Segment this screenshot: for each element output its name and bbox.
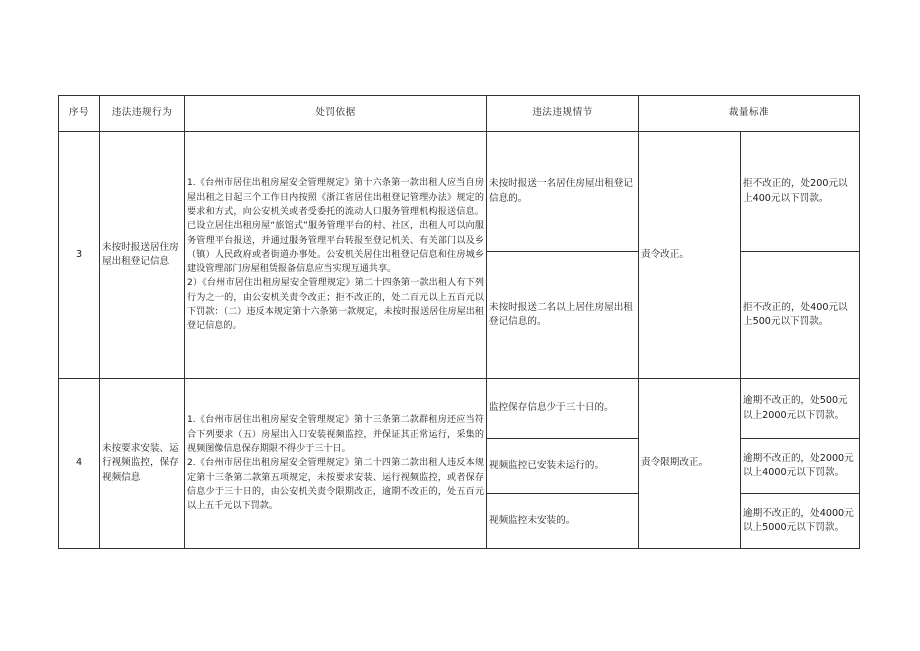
circumstance-cell: 未按时报送一名居住房屋出租登记信息的。 bbox=[487, 132, 639, 252]
header-circumstance: 违法违规情节 bbox=[487, 96, 639, 132]
header-no: 序号 bbox=[59, 96, 100, 132]
basis-clause: 2.《台州市居住出租房屋安全管理规定》第二十四第二款出租人违反本规定第十三条第二款第五项规定，未按要求安装、运行视频监控，或者保存信息少于三十日的，由公安机关责令限期改正，逾期不改正的，处五百元以上五千元以下罚款。 bbox=[187, 458, 484, 512]
table-row bbox=[59, 379, 860, 439]
row-number: 4 bbox=[59, 379, 100, 549]
penalty-basis bbox=[185, 379, 487, 549]
basis-clause: 2）《台州市居住出租房屋安全管理规定》第二十四条第一款出租人有下列行为之一的，由公安机关责令改正；拒不改正的，处二百元以上五百元以下罚款：（二）违反本规定第十六条第一款规定，未按时报送居住房屋出租登记信息的。 bbox=[187, 278, 484, 332]
table-row bbox=[59, 132, 860, 252]
row-number: 3 bbox=[59, 132, 100, 379]
circumstance-cell: 视频监控未安装的。 bbox=[487, 494, 639, 549]
header-row bbox=[59, 96, 860, 132]
penalty-basis bbox=[185, 132, 487, 379]
standard-cell: 逾期不改正的，处500元以上2000元以下罚款。 bbox=[741, 379, 860, 439]
standard-cell: 逾期不改正的，处4000元以上5000元以下罚款。 bbox=[741, 494, 860, 549]
circumstance-cell: 视频监控已安装未运行的。 bbox=[487, 439, 639, 494]
header-standard: 裁量标准 bbox=[639, 96, 860, 132]
circumstance-cell: 未按时报送二名以上居住房屋出租登记信息的。 bbox=[487, 252, 639, 379]
violation-behavior: 未按时报送居住房屋出租登记信息 bbox=[100, 132, 185, 379]
circumstance-cell: 监控保存信息少于三十日的。 bbox=[487, 379, 639, 439]
standard-cell: 逾期不改正的，处2000元以上4000元以下罚款。 bbox=[741, 439, 860, 494]
corrective-measure: 责令改正。 bbox=[639, 132, 741, 379]
corrective-measure: 责令限期改正。 bbox=[639, 379, 741, 549]
standard-cell: 拒不改正的，处400元以上500元以下罚款。 bbox=[741, 252, 860, 379]
header-basis: 处罚依据 bbox=[185, 96, 487, 132]
header-behavior: 违法违规行为 bbox=[100, 96, 185, 132]
basis-clause: 1.《台州市居住出租房屋安全管理规定》第十六条第一款出租人应当自房屋出租之日起三个工作日内按照《浙江省居住出租登记管理办法》规定的要求和方式，向公安机关或者受委托的流动人口服务管理机构报送信息。已设立居住出租房屋“旅馆式”服务管理平台的村、社区，出租人可以向服务管理平台报送，并通过服务管理平台转报至登记机关、有关部门以及乡（镇）人民政府或者街道办事处。公安机关居住出租登记信息和住房城乡建设管理部门房屋租赁报备信息应当实现互通共享。 bbox=[187, 178, 484, 275]
penalty-table bbox=[58, 95, 860, 549]
basis-clause: 1.《台州市居住出租房屋安全管理规定》第十三条第二款群租房还应当符合下列要求（五）房屋出入口安装视频监控，并保证其正常运行，采集的视频图像信息保存期限不得少于三十日。 bbox=[187, 415, 484, 455]
standard-cell: 拒不改正的，处200元以上400元以下罚款。 bbox=[741, 132, 860, 252]
violation-behavior: 未按要求安装、运行视频监控，保存视频信息 bbox=[100, 379, 185, 549]
